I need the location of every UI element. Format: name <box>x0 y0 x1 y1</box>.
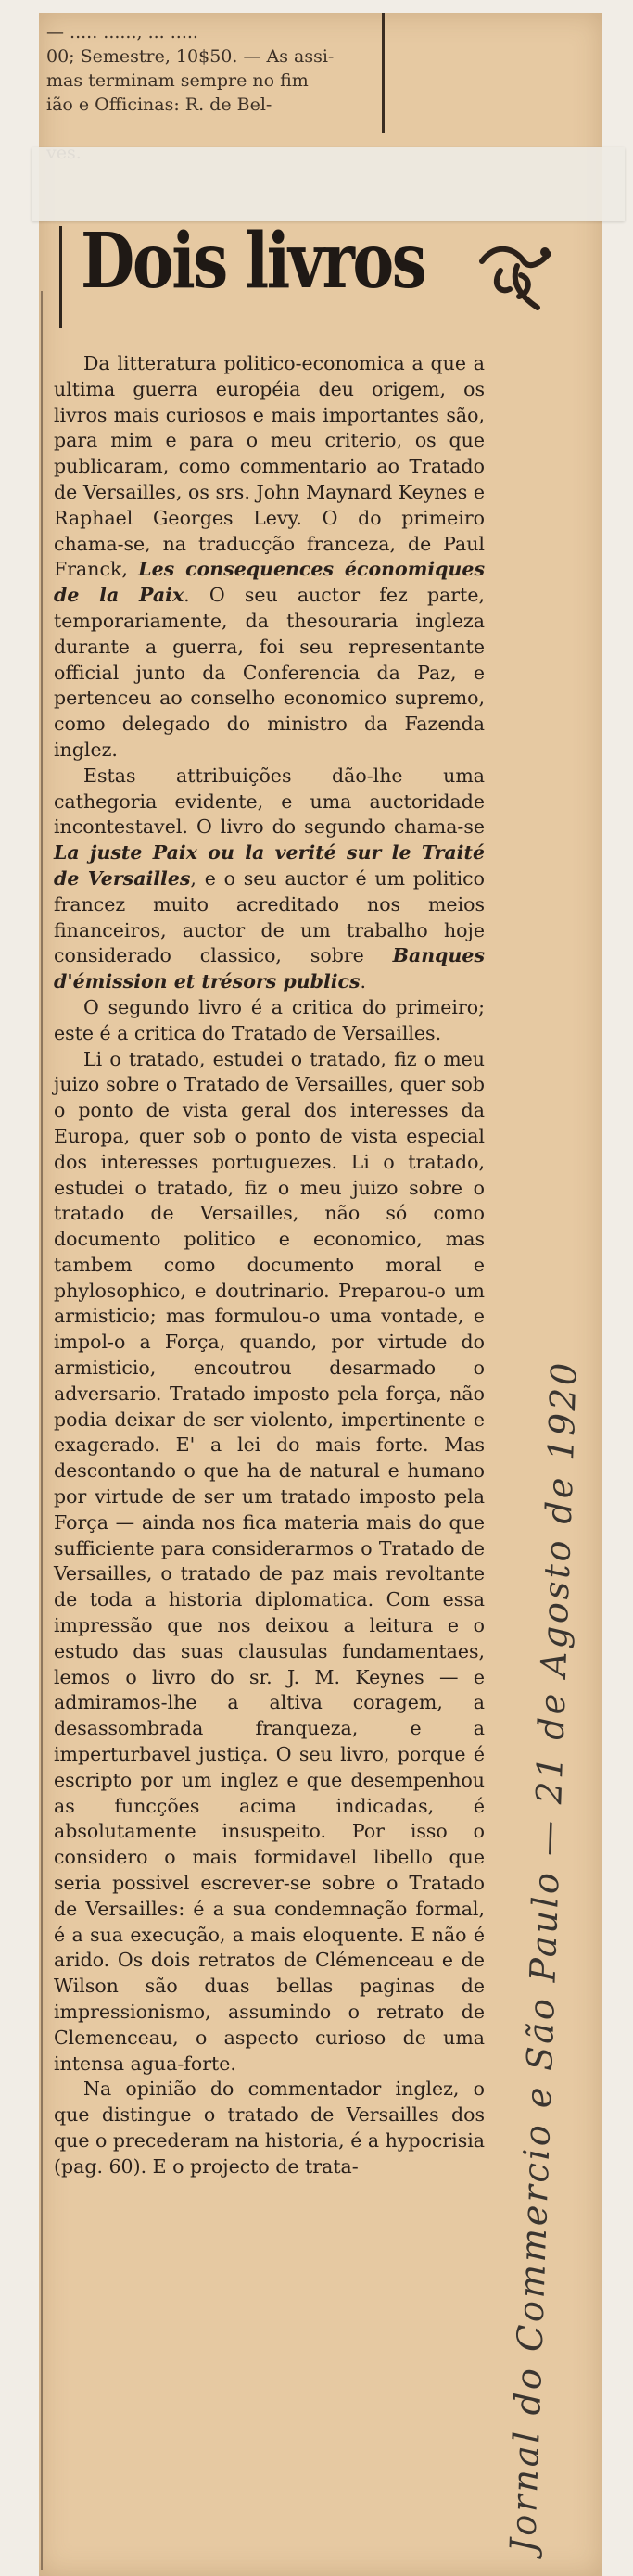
paragraph: Li o tratado, estudei o tratado, fiz o meu juizo sobre o Tratado de Versailles, quer sob o ponto de vista geral dos interesses da Europa, quer sob o ponto de vista especial dos interesses portuguezes. Li o tratado, estudei o tratado, fiz o meu juizo sobre o tratado de Versailles, não só como documento politico e economico, mas tambem como documento moral e phylosophico, e doutrinario. Preparou-o um armisticio; mas formulou-o uma vontade, e impol-o a Força, quando, por virtude do armisticio, encoutrou desarmado o adversario. Tratado imposto pela força, não podia deixar de ser violento, impertinente e exagerado. E' a lei do mais forte. Mas descontando o que ha de natural e humano por virtude de ser um tratado imposto pela Força — ainda nos fica materia mais do que sufficiente para considerarmos o Tratado de Versailles, o tratado de paz mais revoltante de toda a historia diplomatica. Com essa impressão que nos deixou a leitura e o estudo das suas clausulas fundamentaes, lemos o livro do sr. J. M. Keynes — e admiramos-lhe a altiva coragem, a desassombrada franqueza, e a imperturbavel justiça. O seu livro, porque é escripto por um inglez e que desempenhou as funcções acima indicadas, é absolutamente insuspeito. Por isso o considero o mais formidavel libello que seria possivel escrever-se sobre o Tratado de Versailles: é a sua condemnação formal, é a sua execução, a mais eloquente. E não é arido. Os dois retratos de Clémenceau e de Wilson são duas bellas paginas de impressionismo, assumindo o retrato de Clemenceau, o aspecto curioso de uma intensa agua-forte. <box>54 1047 485 2075</box>
paragraph: Na opinião do commentador inglez, o que distingue o tratado de Versailles dos que o precederam na historia, é a hypocrisia (pag. 60). E o projecto de trata- <box>54 2077 485 2178</box>
paragraph: Estas attribuições dão-lhe uma cathegoria evidente, e uma auctoridade incontestavel. O livro do segundo chama-se La juste Paix ou la verité sur le Traité de Versailles, e o seu auctor é um politico francez muito acreditado nos meios financeiros, auctor de um trabalho hoje considerado classico, sobre Banques d'émission et trésors publics. <box>54 764 485 993</box>
article-title: Dois livros <box>81 217 425 306</box>
handwritten-annotation <box>475 1162 614 2570</box>
header-line: ião e Officinas: R. de Bel- <box>46 95 272 115</box>
tape-strip <box>32 147 625 221</box>
header-line: mas terminam sempre no fim <box>46 70 309 91</box>
handwritten-source-note: Jornal do Commercio e São Paulo — 21 de Agosto de 1920 <box>502 1359 585 2554</box>
header-line <box>46 117 382 141</box>
header-line: — ..... ......, ... ..... <box>46 22 198 43</box>
header-divider <box>382 13 385 133</box>
article-body <box>54 351 485 2180</box>
column-rule <box>41 291 43 2570</box>
title-rule <box>59 226 62 328</box>
header-line: 00; Semestre, 10$50. — As assi- <box>46 46 335 67</box>
paragraph: O segundo livro é a critica do primeiro; este é a critica do Tratado de Versailles. <box>54 995 485 1044</box>
fleuron-ornament-icon <box>473 234 556 326</box>
paragraph: Da litteratura politico-economica a que a ultima guerra européia deu origem, os livros mais curiosos e mais importantes são, para mim e para o meu criterio, os que publicaram, como commentario ao Tratado de Versailles, os srs. John Maynard Keynes e Raphael Georges Levy. O do primeiro chama-se, na traducção franceza, de Paul Franck, Les consequences économiques de la Paix. O seu auctor fez parte, temporariamente, da thesouraria ingleza durante a guerra, foi seu representante official junto da Conferencia da Paz, e pertenceu ao conselho economico supremo, como delegado do ministro da Fazenda inglez. <box>54 352 485 761</box>
header-strip <box>39 13 382 152</box>
newspaper-clipping <box>39 13 602 2576</box>
